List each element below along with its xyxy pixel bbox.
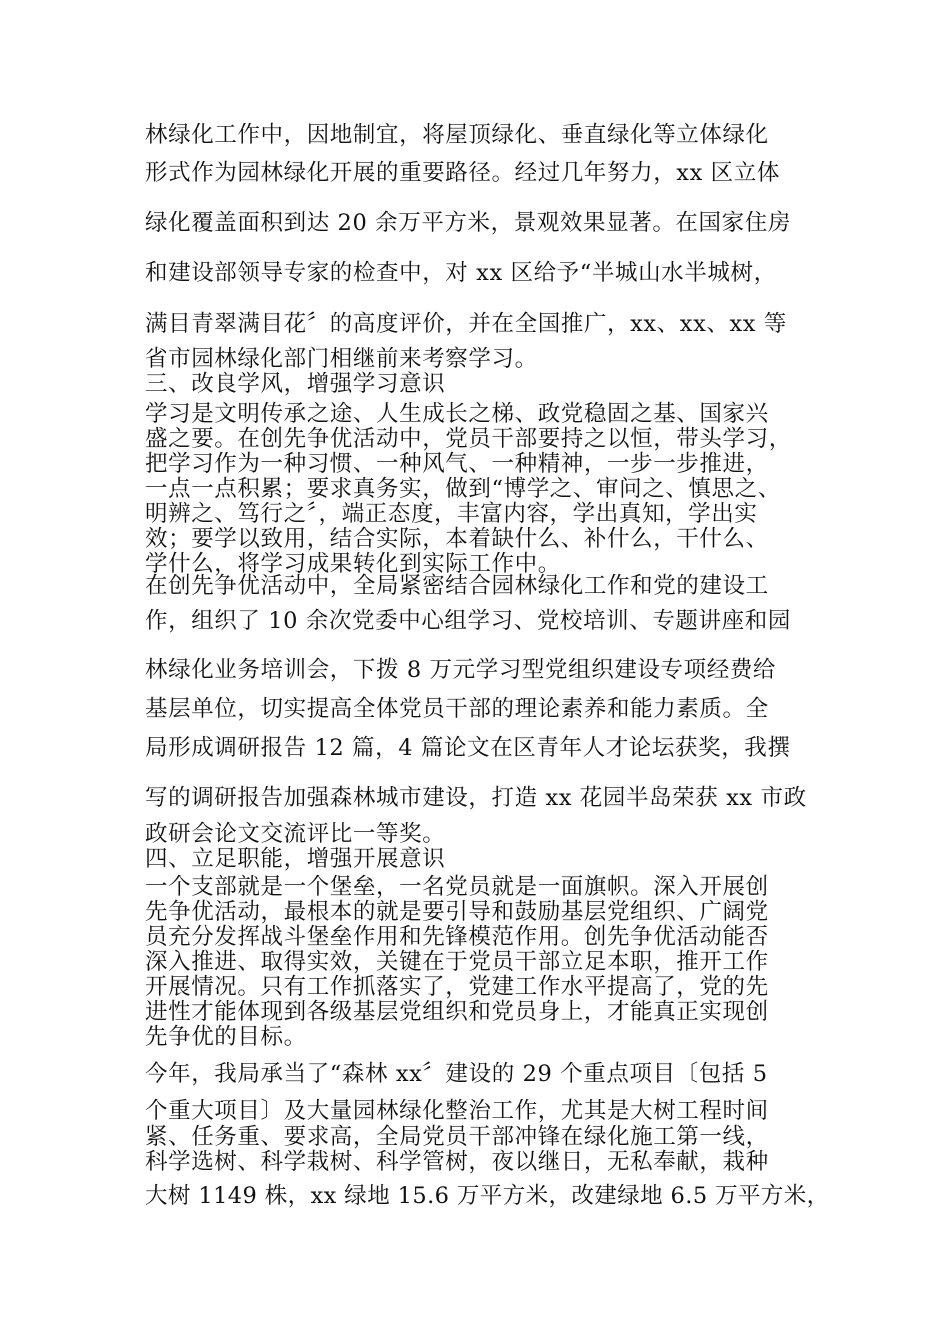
text-line: 林绿化业务培训会，下拨 8 万元学习型党组织建设专项经费给 [145, 657, 777, 683]
text-line: 开展情况。只有工作抓落实了，党建工作水平提高了，党的先 [145, 974, 769, 1000]
text-line: 一点一点积累；要求真务实，做到“博学之、审问之、慎思之、 [145, 476, 781, 502]
text-line: 满目青翠满目花〞的高度评价，并在全国推广，xx、xx、xx 等 [145, 311, 787, 337]
text-line: 深入推进、取得实效，关键在于党员干部立足本职，推开工作 [145, 949, 769, 975]
text-line: 把学习作为一种习惯、一种风气、一种精神，一步一步推进， [145, 451, 769, 477]
text-line: 和建设部领导专家的检查中，对 xx 区给予“半城山水半城树， [145, 260, 777, 286]
section-heading: 三、改良学风，增强学习意识 [145, 371, 446, 397]
text-line: 明辨之、笃行之〞，端正态度，丰富内容，学出真知，学出实 [145, 501, 758, 527]
text-line: 先争优活动，最根本的就是要引导和鼓励基层党组织、广阔党 [145, 899, 769, 925]
text-line: 盛之要。在创先争优活动中，党员干部要持之以恒，带头学习， [145, 426, 792, 452]
text-line: 写的调研报告加强森林城市建设，打造 xx 花园半岛荣获 xx 市政 [145, 785, 807, 811]
text-line: 作，组织了 10 余次党委中心组学习、党校培训、专题讲座和园 [145, 608, 791, 634]
section-heading: 四、立足职能，增强开展意识 [145, 846, 446, 872]
text-line: 学什么，将学习成果转化到实际工作中。 [145, 551, 561, 577]
text-line: 进性才能体现到各级基层党组织和党员身上，才能真正实现创 [145, 999, 769, 1025]
text-line: 在创先争优活动中，全局紧密结合园林绿化工作和党的建设工 [145, 573, 769, 599]
text-line: 局形成调研报告 12 篇，4 篇论文在区青年人才论坛获奖，我撰 [145, 735, 791, 761]
text-line: 员充分发挥战斗堡垒作用和先锋模范作用。创先争优活动能否 [145, 924, 769, 950]
text-line: 政研会论文交流评比一等奖。 [145, 821, 446, 847]
text-line: 科学选树、科学栽树、科学管树，夜以继日，无私奉献，栽种 [145, 1149, 769, 1175]
text-line: 形式作为园林绿化开展的重要路径。经过几年努力，xx 区立体 [145, 160, 780, 186]
text-line: 效；要学以致用，结合实际，本着缺什么、补什么，干什么、 [145, 526, 769, 552]
text-line: 基层单位，切实提高全体党员干部的理论素养和能力素质。全 [145, 696, 769, 722]
text-line: 大树 1149 株，xx 绿地 15.6 万平方米，改建绿地 6.5 万平方米， [145, 1183, 830, 1209]
text-line: 今年，我局承当了“森林 xx〞建设的 29 个重点项目〔包括 5 [145, 1061, 768, 1087]
text-line: 绿化覆盖面积到达 20 余万平方米，景观效果显著。在国家住房 [145, 210, 791, 236]
text-line: 省市园林绿化部门相继前来考察学习。 [145, 346, 538, 372]
text-line: 学习是文明传承之途、人生成长之梯、政党稳固之基、国家兴 [145, 401, 769, 427]
text-line: 紧、任务重、要求高，全局党员干部冲锋在绿化施工第一线， [145, 1124, 769, 1150]
text-line: 先争优的目标。 [145, 1024, 307, 1050]
text-line: 个重大项目〕及大量园林绿化整治工作，尤其是大树工程时间 [145, 1098, 769, 1124]
text-line: 一个支部就是一个堡垒，一名党员就是一面旗帜。深入开展创 [145, 874, 769, 900]
text-line: 林绿化工作中，因地制宜，将屋顶绿化、垂直绿化等立体绿化 [145, 122, 769, 148]
